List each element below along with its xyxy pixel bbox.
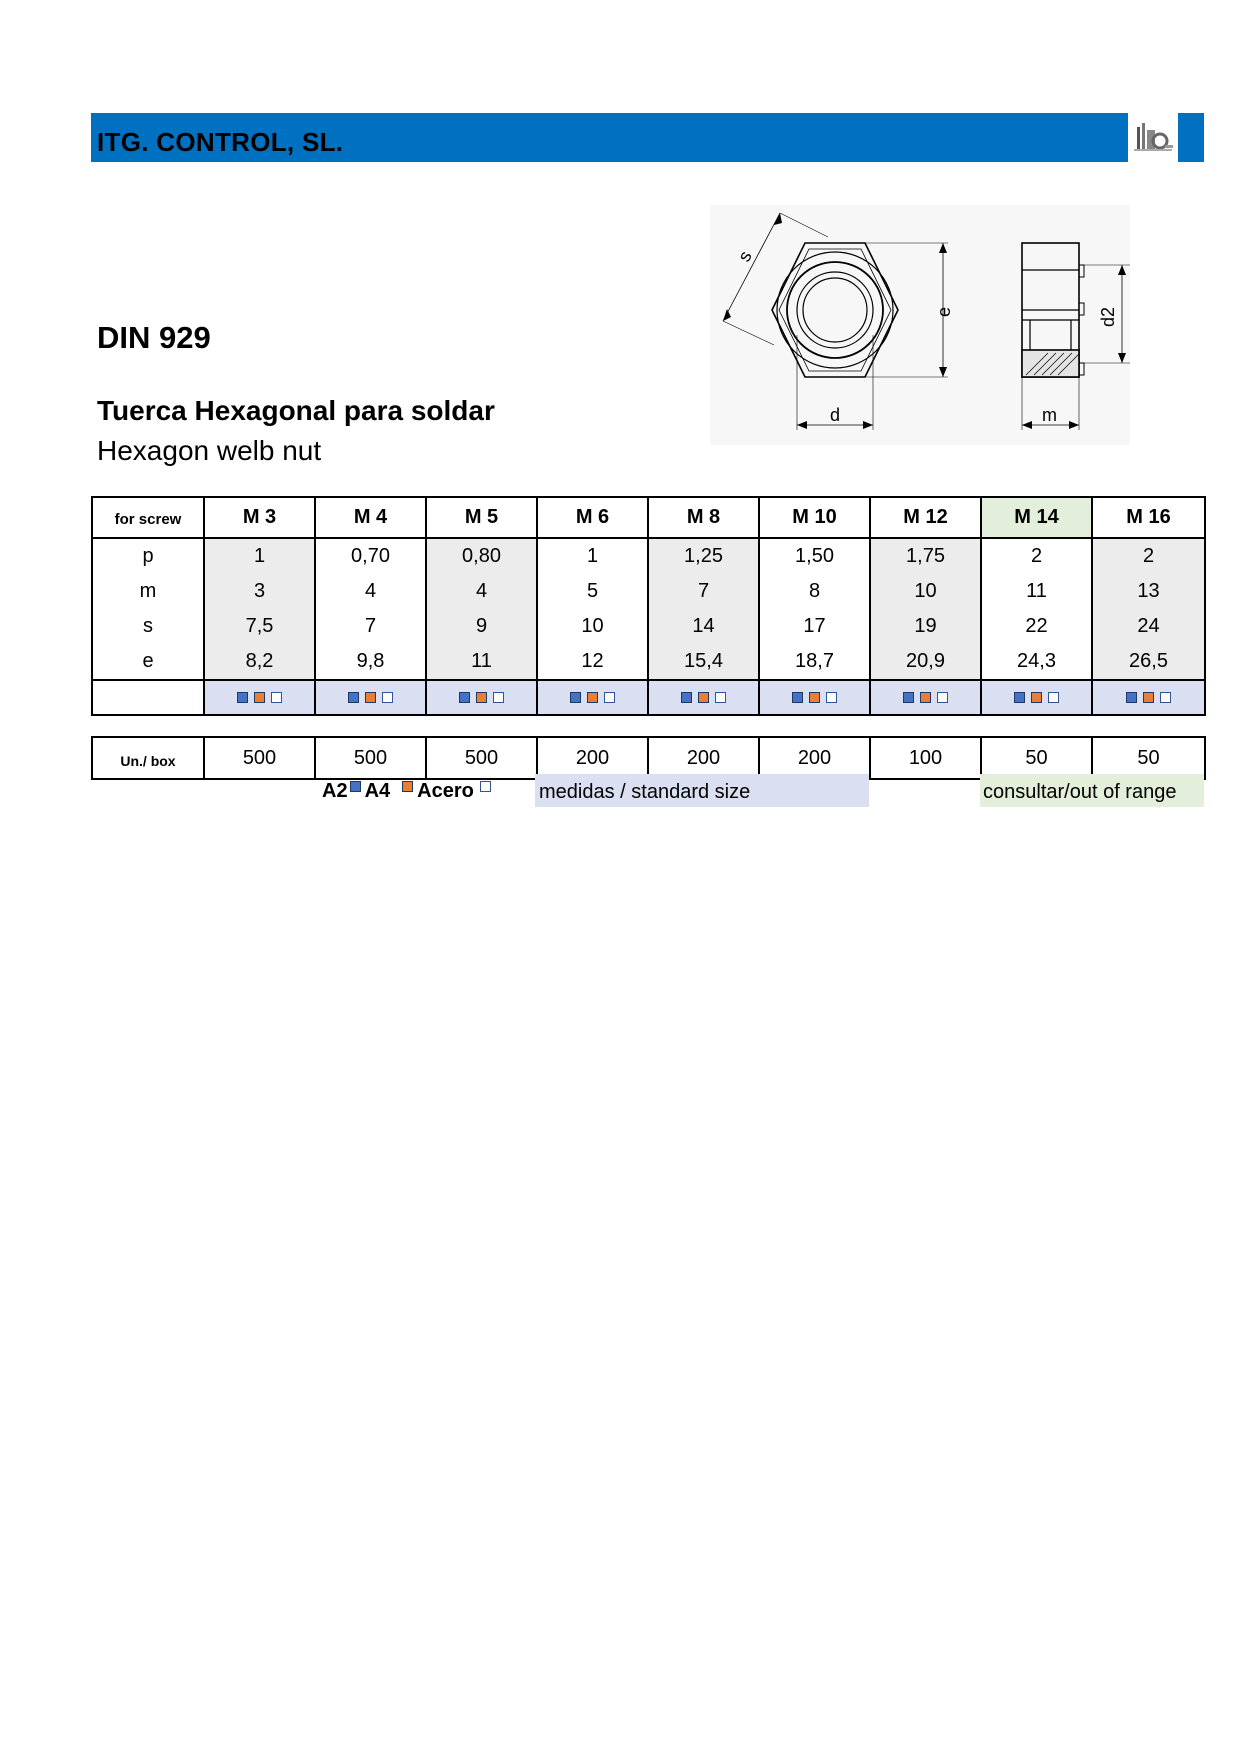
legend-acero	[417, 780, 495, 803]
dim-label-m: m	[1042, 405, 1057, 425]
a2-square-icon	[459, 692, 470, 703]
a2-square-icon	[681, 692, 692, 703]
legend-a4	[365, 780, 418, 803]
table-header-row	[92, 497, 1205, 538]
row-label: p	[92, 538, 204, 574]
a4-square-icon	[402, 781, 413, 792]
table-cell: 100	[870, 737, 981, 779]
material-cell	[1092, 680, 1205, 715]
acero-square-icon	[480, 781, 491, 792]
a4-square-icon	[1031, 692, 1042, 703]
dim-label-s: s	[733, 247, 756, 265]
legend-out-of-range: consultar/out of range	[980, 774, 1204, 807]
a4-square-icon	[698, 692, 709, 703]
material-cell	[204, 680, 315, 715]
a4-square-icon	[809, 692, 820, 703]
acero-square-icon	[1048, 692, 1059, 703]
size-header: M 6	[537, 497, 648, 538]
table-cell: 1	[537, 538, 648, 574]
units-per-box-label: Un./ box	[92, 737, 204, 779]
table-cell: 7,5	[204, 609, 315, 644]
a4-square-icon	[920, 692, 931, 703]
table-cell: 8,2	[204, 644, 315, 680]
table-cell: 7	[648, 574, 759, 609]
legend-a4-label: A4	[364, 780, 391, 802]
row-label: e	[92, 644, 204, 680]
table-cell: 17	[759, 609, 870, 644]
table-cell: 8	[759, 574, 870, 609]
row-label: s	[92, 609, 204, 644]
table-cell: 10	[870, 574, 981, 609]
material-cell	[648, 680, 759, 715]
table-cell: 2	[1092, 538, 1205, 574]
units-per-box-row	[92, 737, 1205, 779]
material-cell	[537, 680, 648, 715]
table-cell: 500	[426, 737, 537, 779]
table-cell: 22	[981, 609, 1092, 644]
material-cell	[981, 680, 1092, 715]
table-cell: 0,80	[426, 538, 537, 574]
acero-square-icon	[1160, 692, 1171, 703]
a4-square-icon	[365, 692, 376, 703]
size-header: M 10	[759, 497, 870, 538]
table-cell: 1	[204, 538, 315, 574]
table-cell: 500	[204, 737, 315, 779]
table-cell: 12	[537, 644, 648, 680]
material-cell	[870, 680, 981, 715]
acero-square-icon	[493, 692, 504, 703]
a4-square-icon	[587, 692, 598, 703]
product-title-es: Tuerca Hexagonal para soldar	[97, 395, 495, 426]
acero-square-icon	[271, 692, 282, 703]
table-cell: 3	[204, 574, 315, 609]
a2-square-icon	[903, 692, 914, 703]
table-row-e	[92, 644, 1205, 680]
row-label: m	[92, 574, 204, 609]
legend-a2	[322, 780, 365, 803]
material-cell	[759, 680, 870, 715]
dim-label-d: d	[830, 405, 841, 425]
table-cell: 11	[426, 644, 537, 680]
size-header-out-of-range: M 14	[981, 497, 1092, 538]
table-cell: 10	[537, 609, 648, 644]
company-name: ITG. CONTROL, SL.	[97, 127, 344, 157]
acero-square-icon	[382, 692, 393, 703]
legend-acero-label: Acero	[417, 780, 474, 802]
a2-square-icon	[792, 692, 803, 703]
table-row-m	[92, 574, 1205, 609]
table-row-s	[92, 609, 1205, 644]
a2-square-icon	[237, 692, 248, 703]
dimensions-table	[91, 496, 1206, 716]
table-cell: 500	[315, 737, 426, 779]
table-cell: 7	[315, 609, 426, 644]
a4-square-icon	[254, 692, 265, 703]
for-screw-label: for screw	[92, 497, 204, 538]
legend-standard-size: medidas / standard size	[535, 774, 869, 807]
table-cell: 2	[981, 538, 1092, 574]
table-row-p	[92, 538, 1205, 574]
material-cell	[426, 680, 537, 715]
table-cell: 50	[1092, 737, 1205, 779]
table-cell: 18,7	[759, 644, 870, 680]
legend-a2-label: A2	[322, 780, 348, 802]
table-cell: 20,9	[870, 644, 981, 680]
acero-square-icon	[604, 692, 615, 703]
table-cell: 1,25	[648, 538, 759, 574]
table-cell: 5	[537, 574, 648, 609]
table-cell: 200	[648, 737, 759, 779]
a4-square-icon	[476, 692, 487, 703]
company-logo	[1131, 113, 1176, 162]
table-cell: 4	[315, 574, 426, 609]
table-cell: 15,4	[648, 644, 759, 680]
product-title-en: Hexagon welb nut	[97, 435, 322, 466]
a2-square-icon	[570, 692, 581, 703]
table-cell: 14	[648, 609, 759, 644]
table-cell: 1,75	[870, 538, 981, 574]
dim-label-e: e	[934, 306, 954, 317]
material-cell	[315, 680, 426, 715]
header-bar-end	[1178, 113, 1204, 162]
table-cell: 24,3	[981, 644, 1092, 680]
table-cell: 11	[981, 574, 1092, 609]
table-cell: 24	[1092, 609, 1205, 644]
size-header: M 12	[870, 497, 981, 538]
row-label-empty	[92, 680, 204, 715]
a2-square-icon	[1014, 692, 1025, 703]
table-cell: 200	[759, 737, 870, 779]
acero-square-icon	[937, 692, 948, 703]
size-header: M 3	[204, 497, 315, 538]
a4-square-icon	[1143, 692, 1154, 703]
standard-number: DIN 929	[97, 320, 211, 355]
dim-label-d2: d2	[1098, 306, 1118, 327]
a2-square-icon	[350, 781, 361, 792]
acero-square-icon	[715, 692, 726, 703]
a2-square-icon	[348, 692, 359, 703]
table-cell: 50	[981, 737, 1092, 779]
table-cell: 200	[537, 737, 648, 779]
size-header: M 5	[426, 497, 537, 538]
acero-square-icon	[826, 692, 837, 703]
table-cell: 13	[1092, 574, 1205, 609]
table-cell: 1,50	[759, 538, 870, 574]
size-header: M 8	[648, 497, 759, 538]
table-cell: 4	[426, 574, 537, 609]
table-cell: 9,8	[315, 644, 426, 680]
material-availability-row	[92, 680, 1205, 715]
table-cell: 0,70	[315, 538, 426, 574]
table-cell: 9	[426, 609, 537, 644]
size-header: M 4	[315, 497, 426, 538]
header-bar	[91, 113, 1128, 162]
table-cell: 19	[870, 609, 981, 644]
size-header: M 16	[1092, 497, 1205, 538]
a2-square-icon	[1126, 692, 1137, 703]
material-legend	[322, 780, 495, 803]
table-cell: 26,5	[1092, 644, 1205, 680]
technical-drawing	[710, 205, 1130, 450]
